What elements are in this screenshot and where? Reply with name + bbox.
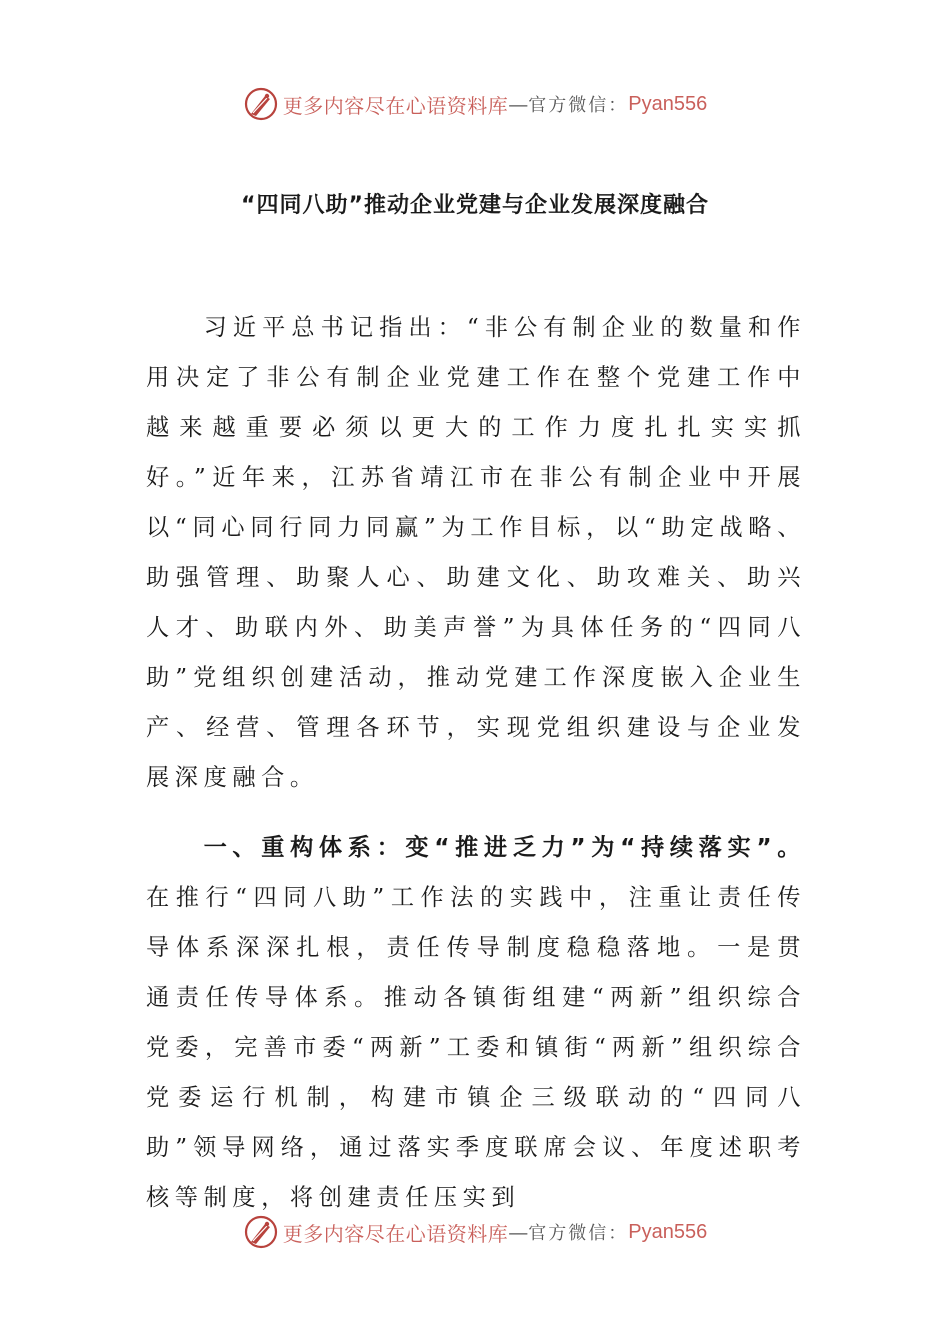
paragraph-text: 习近平总书记指出：“非公有制企业的数量和作用决定了非公有制企业党建工作在整个党建工作中越来越重要必须以更大的工作力度扎扎实实抓好。”近年来，江苏省靖江市在非公有制企业中开展以“同心同行同力同赢”为工作目标，以“助定战略、助强管理、助聚人心、助建文化、助攻难关、助兴人才、助联内外、助美声誉”为具体任务的“四同八助”党组织创建活动，推动党建工作深度嵌入企业生产、经营、管理各环节，实现党组织建设与企业发展深度融合。 xyxy=(146,314,806,791)
watermark-wechat-label: 官方微信： xyxy=(528,95,629,116)
watermark-wechat-id: Pyan556 xyxy=(628,1220,708,1243)
watermark-brand: 更多内容尽在心语资料库 xyxy=(282,93,509,118)
watermark-wechat-id: Pyan556 xyxy=(628,92,708,115)
paragraph-intro xyxy=(146,303,806,803)
section-heading: 一、重构体系：变“推进乏力”为“持续落实”。 xyxy=(203,834,806,861)
watermark-footer xyxy=(0,1212,950,1252)
paragraph-text: 在推行“四同八助”工作法的实践中，注重让责任传导体系深深扎根，责任传导制度稳稳落地。一是贯通责任传导体系。推动各镇街组建“两新”组织综合党委，完善市委“两新”工委和镇街“两新”组织综合党委运行机制，构建市镇企三级联动的“四同八助”领导网络，通过落实季度联席会议、年度述职考核等制度，将创建责任压实到 xyxy=(146,884,806,1211)
watermark-separator: — xyxy=(508,1220,529,1244)
document-title: “四同八助”推动企业党建与企业发展深度融合 xyxy=(241,193,709,218)
pen-nib-circle-icon xyxy=(243,86,279,122)
pen-nib-circle-icon xyxy=(243,1214,279,1250)
watermark-brand: 更多内容尽在心语资料库 xyxy=(282,1221,509,1246)
watermark-separator: — xyxy=(508,92,529,116)
watermark-wechat-label: 官方微信： xyxy=(528,1223,629,1244)
watermark-header xyxy=(0,84,950,124)
paragraph-section-one xyxy=(146,823,806,1223)
